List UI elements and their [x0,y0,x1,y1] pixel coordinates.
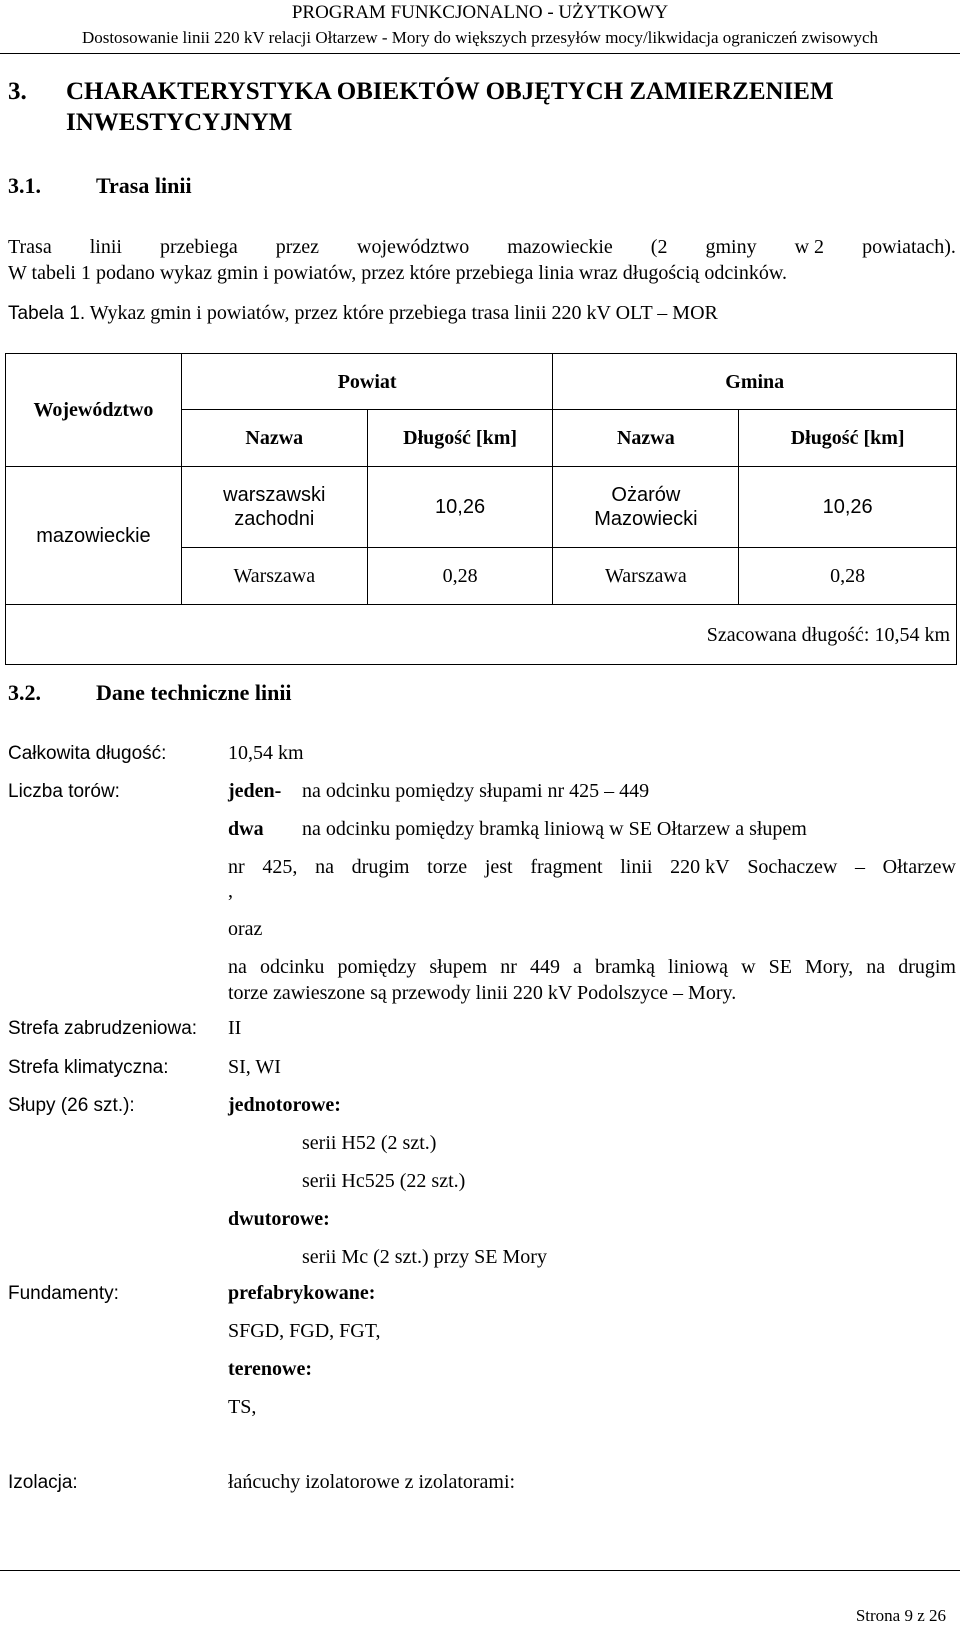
cell-gmina-nazwa: Ożarów Mazowiecki [553,467,739,548]
header-wojewodztwo: Województwo [6,354,182,467]
header-gmina-nazwa: Nazwa [553,410,739,467]
label-liczba-torow: Liczba torów: [8,781,120,802]
value-slupy-mc: serii Mc (2 szt.) przy SE Mory [302,1246,547,1268]
table-summary: Szacowana długość: 10,54 km [6,605,957,665]
table-summary-row [6,605,957,665]
text-tory-comma: , [228,880,233,902]
value-slupy-hc525: serii Hc525 (22 szt.) [302,1170,466,1192]
header-gmina: Gmina [553,354,957,410]
text-tory-line-5: na odcinku pomiędzy słupem nr 449 a bramką liniową w SE Mory, na drugim [228,956,956,978]
cell-gmina-dlugosc: 10,26 [739,467,957,548]
text-tory-line-3: nr 425, na drugim torze jest fragment linii 220 kV Sochaczew – Ołtarzew [228,856,956,878]
cell-powiat-dlugosc: 0,28 [367,548,553,605]
value-fundamenty-teren: terenowe: [228,1358,313,1380]
page-number: Strona 9 z 26 [855,1606,946,1625]
label-slupy: Słupy (26 szt.): [8,1095,135,1116]
table-row [6,467,957,548]
section-3-title-line2: INWESTYCYJNYM [66,109,293,136]
cell-powiat-dlugosc: 10,26 [367,467,553,548]
value-fundamenty-prefab-types: SFGD, FGD, FGT, [228,1320,381,1342]
label-fundamenty: Fundamenty: [8,1283,119,1304]
value-fundamenty-prefab: prefabrykowane: [228,1282,376,1304]
label-calkowita: Całkowita długość: [8,743,167,764]
table-caption [8,302,718,325]
value-strefa-zabrudzeniowa: II [228,1017,242,1039]
footer-rule [0,1570,960,1571]
cell-wojewodztwo: mazowieckie [6,467,182,605]
cell-gmina-dlugosc: 0,28 [739,548,957,605]
value-tory-jeden: jeden- [228,780,282,802]
section-3-number: 3. [8,78,27,105]
value-tory-dwa: dwa [228,818,264,840]
section-3-1-number: 3.1. [8,173,41,198]
table-header-row-1 [6,354,957,410]
cell-powiat-nazwa: warszawski zachodni [181,467,367,548]
text-tory-oraz: oraz [228,918,263,940]
table-caption-text: Wykaz gmin i powiatów, przez które przebiega trasa linii 220 kV OLT – MOR [85,302,718,324]
running-header-title: PROGRAM FUNKCJONALNO - UŻYTKOWY [291,2,669,23]
section-3-title-line1: CHARAKTERYSTYKA OBIEKTÓW OBJĘTYCH ZAMIERZENIEM [66,78,834,105]
table-caption-label: Tabela 1. [8,303,86,324]
paragraph-line-2: W tabeli 1 podano wykaz gmin i powiatów, przez które przebiega linia wraz długością odcinków. [8,262,788,284]
value-slupy-dwutorowe: dwutorowe: [228,1208,330,1230]
header-powiat-nazwa: Nazwa [181,410,367,467]
cell-powiat-nazwa: Warszawa [181,548,367,605]
value-izolacja: łańcuchy izolatorowe z izolatorami: [228,1471,516,1493]
paragraph-line-1: Trasa linii przebiega przez województwo mazowieckie (2 gminy w 2 powiatach). [8,236,956,258]
header-powiat-dlugosc: Długość [km] [367,410,553,467]
section-3-2-title: Dane techniczne linii [96,680,292,705]
running-header-subtitle: Dostosowanie linii 220 kV relacji Ołtarzew - Mory do większych przesyłów mocy/likwidacja ograniczeń zwisowych [81,28,879,47]
value-strefa-klimatyczna: SI, WI [228,1056,281,1078]
route-table [5,353,957,665]
value-slupy-h52: serii H52 (2 szt.) [302,1132,437,1154]
cell-gmina-nazwa: Warszawa [553,548,739,605]
label-izolacja: Izolacja: [8,1472,78,1493]
section-3-1-title: Trasa linii [96,173,192,198]
header-gmina-dlugosc: Długość [km] [739,410,957,467]
value-slupy-jednotorowe: jednotorowe: [228,1094,341,1116]
text-tory-dwa: na odcinku pomiędzy bramką liniową w SE Ołtarzew a słupem [302,818,807,840]
section-3-2-number: 3.2. [8,680,41,705]
text-tory-line-6: torze zawieszone są przewody linii 220 kV Podolszyce – Mory. [228,982,737,1004]
text-tory-jeden: na odcinku pomiędzy słupami nr 425 – 449 [302,780,650,802]
label-strefa-klimatyczna: Strefa klimatyczna: [8,1057,169,1078]
value-fundamenty-teren-types: TS, [228,1396,257,1418]
value-calkowita: 10,54 km [228,742,304,764]
header-powiat: Powiat [181,354,553,410]
header-rule [0,53,960,54]
label-strefa-zabrudzeniowa: Strefa zabrudzeniowa: [8,1018,198,1039]
